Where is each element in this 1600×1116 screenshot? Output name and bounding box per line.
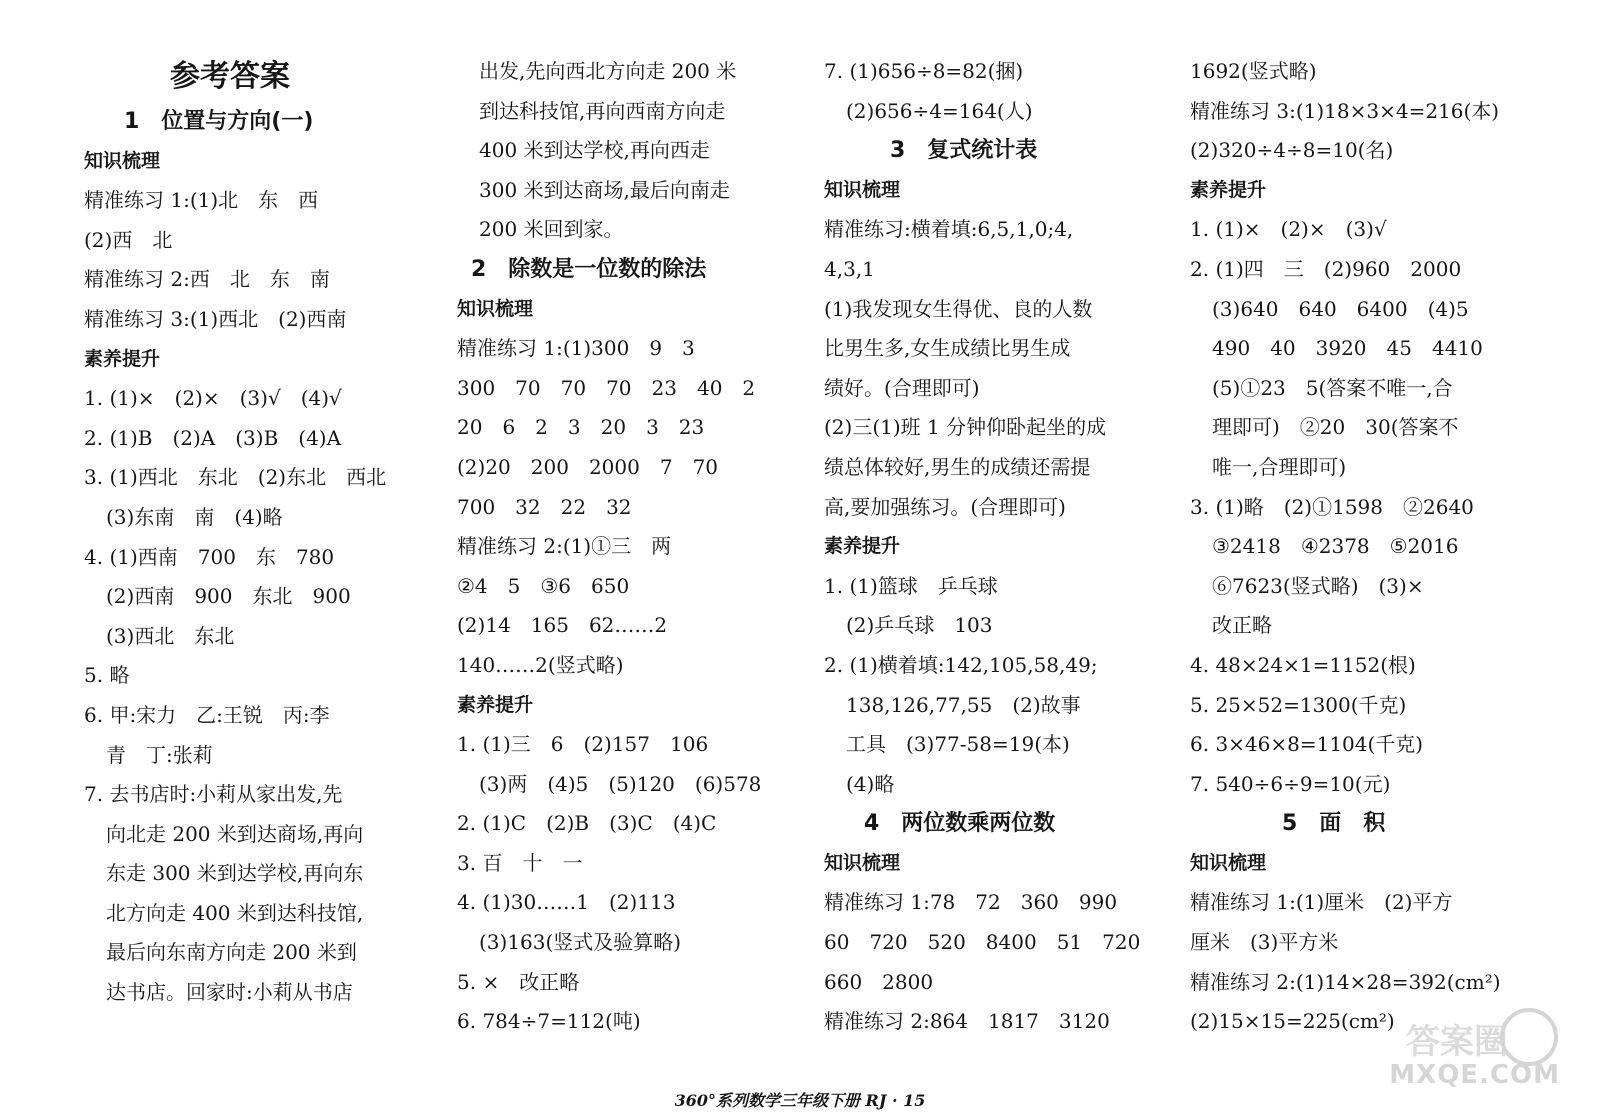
answer-line: (2)15×15=225(cm²) [1190, 1009, 1395, 1034]
answer-line: 490 40 3920 45 4410 [1212, 336, 1483, 361]
chapter-heading: 5 面 积 [1282, 811, 1386, 837]
answer-line: 1. (1)× (2)× (3)√ [1190, 217, 1387, 242]
answer-line: ⑥7623(竖式略) (3)× [1212, 573, 1424, 598]
answer-line: 厘米 (3)平方米 [1190, 930, 1339, 955]
answer-line: 1. (1)三 6 (2)157 106 [457, 732, 709, 757]
answer-line: 3. (1)略 (2)①1598 ②2640 [1190, 494, 1474, 519]
answer-line: 660 2800 [824, 969, 934, 994]
answer-line: 1. (1)篮球 乒乓球 [824, 573, 998, 598]
answer-line: 青 丁:张莉 [106, 742, 213, 767]
chapter-heading: 2 除数是一位数的除法 [471, 256, 707, 282]
answer-line: 4,3,1 [824, 256, 875, 281]
answer-line: (2)西南 900 东北 900 [106, 584, 351, 609]
watermark-url: MXQE.COM [1389, 1060, 1560, 1090]
answer-line: 1. (1)× (2)× (3)√ (4)√ [84, 386, 342, 411]
answer-line: 4. (1)西南 700 东 780 [84, 544, 335, 569]
section-heading: 知识梳理 [84, 149, 161, 172]
answer-line: 精准练习 3:(1)西北 (2)西南 [84, 306, 347, 331]
section-heading: 素养提升 [1190, 178, 1267, 201]
answer-line: 60 720 520 8400 51 720 [824, 930, 1141, 955]
answer-line: 理即可) ②20 30(答案不 [1212, 415, 1459, 440]
answer-line: 精准练习:横着填:6,5,1,0;4, [824, 217, 1074, 242]
answer-line: (1)我发现女生得优、良的人数 [824, 296, 1093, 321]
section-heading: 知识梳理 [1190, 851, 1267, 874]
answer-line: 北方向走 400 米到达科技馆, [106, 900, 364, 925]
answer-line: (5)①23 5(答案不唯一,合 [1212, 375, 1453, 400]
answer-line: 7. 去书店时:小莉从家出发,先 [84, 782, 343, 807]
answer-line: 700 32 22 32 [457, 494, 632, 519]
answer-line: 138,126,77,55 (2)故事 [846, 692, 1081, 717]
answer-line: 20 6 2 3 20 3 23 [457, 415, 705, 440]
answer-line: ②4 5 ③6 650 [457, 573, 630, 598]
answer-line: 出发,先向西北方向走 200 米 [479, 59, 737, 83]
section-heading: 素养提升 [824, 535, 901, 558]
answer-line: 3. (1)西北 东北 (2)东北 西北 [84, 465, 387, 490]
answer-line: 高,要加强练习。(合理即可) [824, 494, 1066, 519]
answer-line: 到达科技馆,再向西南方向走 [479, 98, 726, 123]
answer-line: (2)20 200 2000 7 70 [457, 454, 719, 479]
answer-line: 6. 784÷7=112(吨) [457, 1009, 641, 1034]
section-heading: 素养提升 [84, 347, 161, 370]
answer-line: (3)640 640 6400 (4)5 [1212, 296, 1469, 321]
answer-line: 400 米到达学校,再向西走 [479, 138, 710, 163]
answer-line: 7. (1)656÷8=82(捆) [824, 59, 1024, 83]
answer-line: (2)14 165 62……2 [457, 613, 668, 638]
answer-line: 5. × 改正略 [457, 969, 580, 994]
section-heading: 知识梳理 [824, 851, 901, 874]
answer-line: (3)163(竖式及验算略) [479, 930, 682, 955]
answer-line: 5. 25×52=1300(千克) [1190, 692, 1407, 717]
answer-line: 140……2(竖式略) [457, 652, 624, 677]
page-title: 参考答案 [170, 59, 290, 94]
answer-line: 4. (1)30……1 (2)113 [457, 890, 676, 915]
answer-line: (2)三(1)班 1 分钟仰卧起坐的成 [824, 415, 1107, 440]
answer-line: (3)西北 东北 [106, 623, 235, 648]
answer-line: 300 70 70 70 23 40 2 [457, 375, 756, 400]
answer-line: (2)西 北 [84, 227, 173, 252]
answer-line: 绩好。(合理即可) [824, 375, 980, 400]
answer-line: 精准练习 2:864 1817 3120 [824, 1009, 1110, 1034]
answer-line: 300 米到达商场,最后向南走 [479, 177, 730, 202]
answer-line: 精准练习 2:西 北 东 南 [84, 267, 330, 292]
answer-line: 最后向东南方向走 200 米到 [106, 940, 357, 965]
answer-column-3 [824, 52, 1164, 1042]
answer-line: 精准练习 1:(1)北 东 西 [84, 188, 319, 213]
answer-line: 6. 甲:宋力 乙:王锐 丙:李 [84, 702, 330, 727]
answer-line: 工具 (3)77-58=19(本) [846, 732, 1070, 757]
answer-line: 5. 略 [84, 663, 130, 688]
answer-line: 精准练习 2:(1)14×28=392(cm²) [1190, 969, 1501, 994]
answer-column-4 [1190, 52, 1530, 1042]
answer-line: 精准练习 1:78 72 360 990 [824, 890, 1118, 915]
answer-line: ③2418 ④2378 ⑤2016 [1212, 534, 1459, 559]
answer-line: 2. (1)B (2)A (3)B (4)A [84, 425, 342, 450]
watermark-circle-icon [1500, 1008, 1558, 1066]
answer-column-1 [84, 52, 414, 1013]
answer-line: 东走 300 米到达学校,再向东 [106, 861, 364, 886]
answer-line: 向北走 200 米到达商场,再向 [106, 821, 364, 846]
answer-line: (2)320÷4÷8=10(名) [1190, 138, 1394, 163]
answer-line: 2. (1)四 三 (2)960 2000 [1190, 256, 1462, 281]
answer-line: (2)656÷4=164(人) [846, 98, 1033, 123]
answer-line: 精准练习 1:(1)300 9 3 [457, 336, 695, 361]
page-footer: 360°系列数学三年级下册 RJ · 15 [674, 1091, 926, 1110]
watermark-chinese: 答案圈 [1406, 1022, 1508, 1062]
chapter-heading: 1 位置与方向(一) [124, 109, 314, 134]
answer-line: 达书店。回家时:小莉从书店 [106, 980, 353, 1005]
watermark-logo [1389, 1004, 1564, 1096]
answer-line: 2. (1)横着填:142,105,58,49; [824, 652, 1098, 677]
section-heading: 知识梳理 [824, 178, 901, 201]
answer-line: 7. 540÷6÷9=10(元) [1190, 771, 1391, 796]
chapter-heading: 4 两位数乘两位数 [864, 811, 1056, 837]
answer-line: 比男生多,女生成绩比男生成 [824, 336, 1071, 361]
answer-line: 绩总体较好,男生的成绩还需提 [824, 454, 1091, 479]
answer-line: 精准练习 3:(1)18×3×4=216(本) [1190, 98, 1500, 123]
answer-line: 1692(竖式略) [1190, 59, 1317, 83]
answer-line: (2)乒乓球 103 [846, 613, 993, 638]
answer-line: 唯一,合理即可) [1212, 454, 1347, 479]
answer-line: (3)东南 南 (4)略 [106, 504, 283, 529]
answer-line: (4)略 [846, 771, 895, 796]
section-heading: 素养提升 [457, 693, 534, 716]
answer-line: 精准练习 2:(1)①三 两 [457, 534, 672, 559]
answer-column-2 [457, 52, 797, 1042]
answer-line: (3)两 (4)5 (5)120 (6)578 [479, 771, 762, 796]
answer-line: 3. 百 十 一 [457, 850, 583, 875]
answer-line: 6. 3×46×8=1104(千克) [1190, 732, 1424, 757]
answer-line: 精准练习 1:(1)厘米 (2)平方 [1190, 890, 1453, 915]
section-heading: 知识梳理 [457, 297, 534, 320]
answer-line: 4. 48×24×1=1152(根) [1190, 652, 1416, 677]
answer-line: 2. (1)C (2)B (3)C (4)C [457, 811, 717, 836]
answer-line: 改正略 [1212, 613, 1272, 638]
chapter-heading: 3 复式统计表 [890, 138, 1038, 164]
answer-line: 200 米回到家。 [479, 217, 624, 242]
